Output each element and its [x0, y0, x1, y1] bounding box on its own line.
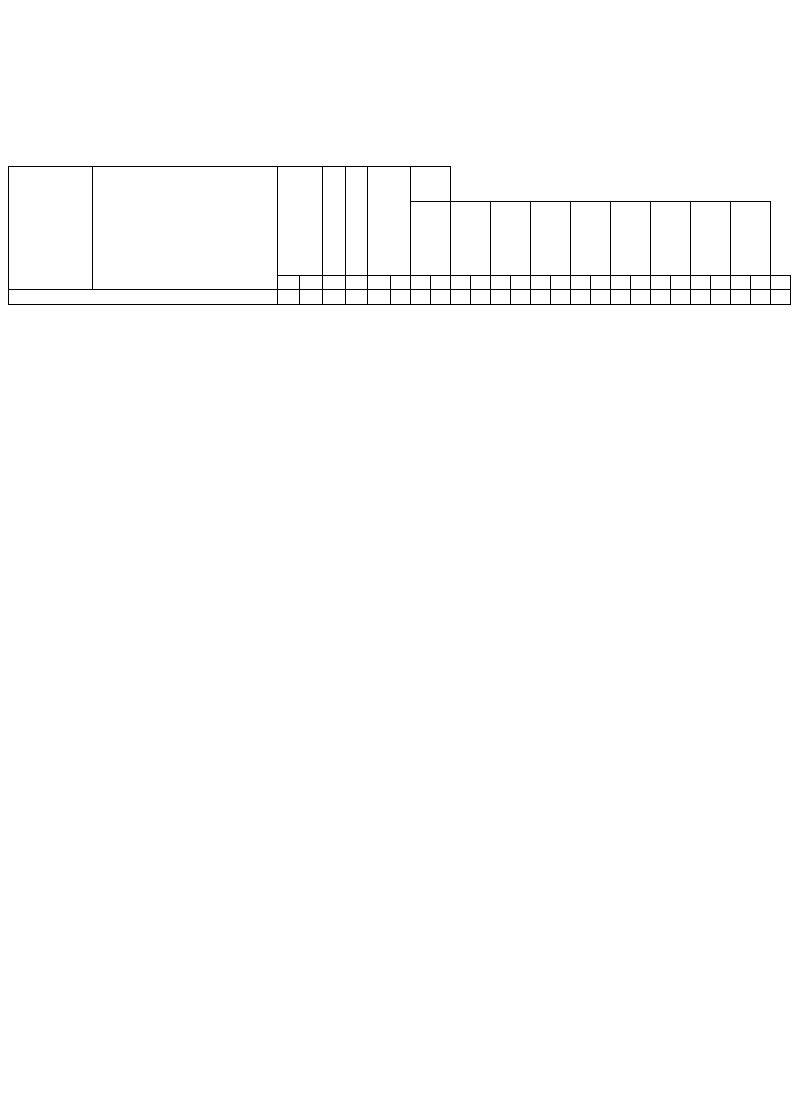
- header-age-group: [650, 202, 690, 276]
- header-age-group: [690, 202, 730, 276]
- header-female: [730, 276, 750, 290]
- totals-empty: [610, 290, 630, 305]
- header-age-group: [450, 202, 490, 276]
- header-icd: [9, 167, 93, 290]
- totals-empty: [390, 290, 410, 305]
- header-female: [410, 276, 430, 290]
- totals-empty: [345, 290, 368, 305]
- header-cause: [93, 167, 278, 290]
- totals-empty: [710, 290, 730, 305]
- totals-empty: [590, 290, 610, 305]
- header-male: [590, 276, 610, 290]
- header-age-group: [530, 202, 570, 276]
- header-female: [530, 276, 550, 290]
- header-male: [510, 276, 530, 290]
- header-female: [610, 276, 630, 290]
- header-total-blank: [322, 276, 345, 290]
- header-age-group: [610, 202, 650, 276]
- totals-empty: [570, 290, 590, 305]
- totals-all: [322, 290, 345, 305]
- header-female: [450, 276, 470, 290]
- totals-empty: [450, 290, 470, 305]
- header-age-group: [570, 202, 610, 276]
- header-male: [750, 276, 770, 290]
- header-male: [345, 276, 368, 290]
- header-male: [670, 276, 690, 290]
- totals-empty: [470, 290, 490, 305]
- totals-empty: [550, 290, 570, 305]
- header-male: [390, 276, 410, 290]
- header-total: [322, 167, 345, 276]
- header-sex: [277, 167, 322, 276]
- header-female: [300, 276, 323, 290]
- totals-empty: [650, 290, 670, 305]
- header-male: [430, 276, 450, 290]
- header-age-in-years: [410, 167, 450, 202]
- totals-empty: [430, 290, 450, 305]
- totals-empty: [530, 290, 550, 305]
- totals-empty: [630, 290, 650, 305]
- header-male: [277, 276, 300, 290]
- totals-empty: [368, 290, 391, 305]
- header-4weeks: [368, 167, 411, 276]
- totals-m: [277, 290, 300, 305]
- totals-empty: [730, 290, 750, 305]
- totals-empty: [490, 290, 510, 305]
- totals-empty: [670, 290, 690, 305]
- header-female: [690, 276, 710, 290]
- header-male: [550, 276, 570, 290]
- totals-empty: [410, 290, 430, 305]
- header-female: [490, 276, 510, 290]
- totals-empty: [750, 290, 770, 305]
- header-female: [770, 276, 790, 290]
- header-male: [630, 276, 650, 290]
- header-male: [710, 276, 730, 290]
- header-age-group: [730, 202, 770, 276]
- header-age-group: [490, 202, 530, 276]
- header-female: [570, 276, 590, 290]
- totals-empty: [770, 290, 790, 305]
- header-age-group: [410, 202, 450, 276]
- totals-empty: [510, 290, 530, 305]
- causes-of-death-table: [8, 166, 791, 305]
- header-under4: [345, 167, 368, 276]
- header-female: [368, 276, 391, 290]
- totals-f: [300, 290, 323, 305]
- header-male: [470, 276, 490, 290]
- totals-empty: [690, 290, 710, 305]
- totals-label: [9, 290, 278, 305]
- header-female: [650, 276, 670, 290]
